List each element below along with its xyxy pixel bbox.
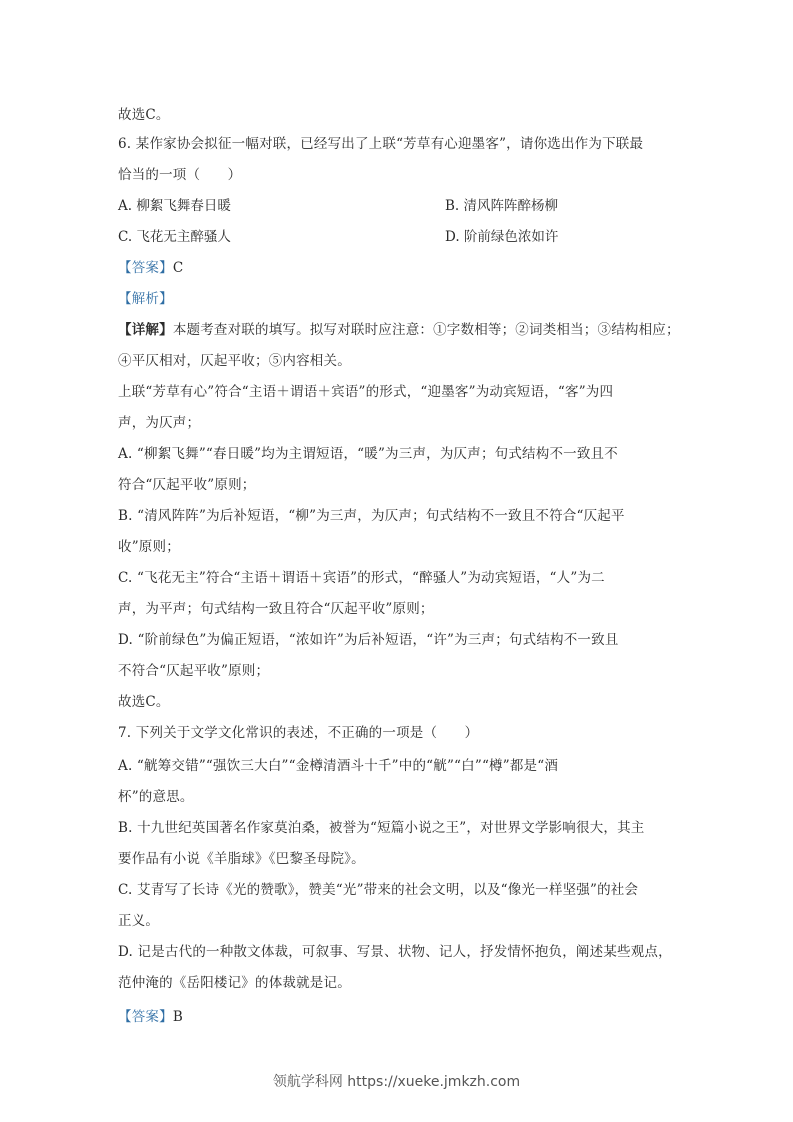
analysis-tag (118, 290, 173, 308)
para: 声，为仄声； (118, 415, 201, 431)
answer-tag: 【答案】 (118, 1009, 173, 1025)
detail-tag: 【详解】 (118, 322, 173, 338)
q7-option-b: B. 十九世纪英国著名作家莫泊桑，被誉为“短篇小说之王”，对世界文学影响很大，其主 (118, 820, 645, 836)
q7-option-c-cont: 正义。 (118, 913, 160, 929)
answer-line (118, 259, 183, 277)
para: 声，为平声；句式结构一致且符合“仄起平收”原则； (118, 601, 434, 617)
para: C. “飞花无主”符合“主语＋谓语＋宾语”的形式，“醉骚人”为动宾短语，“人”为二 (118, 570, 605, 586)
answer-tag: 【答案】 (118, 260, 173, 276)
conclusion: 故选C。 (118, 694, 170, 710)
answer-line-7 (118, 1008, 183, 1026)
analysis-label: 【解析】 (118, 291, 173, 307)
q7-option-d-cont: 范仲淹的《岳阳楼记》的体裁就是记。 (118, 975, 351, 991)
answer-value: C (172, 260, 184, 276)
option-b: B. 清风阵阵醉杨柳 (445, 198, 559, 214)
text-line: 故选C。 (118, 107, 170, 123)
option-d: D. 阶前绿色浓如许 (445, 229, 559, 245)
para: 不符合“仄起平收”原则； (118, 663, 270, 679)
q7-option-a: A. “觥筹交错”“强饮三大白”“金樽清酒斗十千”中的“觥”“白”“樽”都是“酒 (118, 758, 559, 774)
para: 符合“仄起平收”原则； (118, 477, 256, 493)
para: B. “清风阵阵”为后补短语，“柳”为三声，为仄声；句式结构不一致且不符合“仄起平 (118, 508, 625, 524)
detail-line-2: ④平仄相对，仄起平收；⑤内容相关。 (118, 353, 351, 369)
detail-line (118, 321, 680, 339)
footer-watermark: 领航学科网 https://xueke.jmkzh.com (272, 1074, 521, 1090)
q7-option-b-cont: 要作品有小说《羊脂球》《巴黎圣母院》。 (118, 851, 365, 867)
q7-option-a-cont: 杯”的意思。 (118, 789, 194, 805)
para: D. “阶前绿色”为偏正短语，“浓如许”为后补短语，“许”为三声；句式结构不一致且 (118, 632, 619, 648)
question-6-stem-cont: 恰当的一项（ ） (118, 167, 242, 183)
answer-value: B (172, 1009, 183, 1025)
question-6-stem: 6. 某作家协会拟征一幅对联，已经写出了上联“芳草有心迎墨客”，请你选出作为下联最 (118, 136, 644, 152)
option-c: C. 飞花无主醉骚人 (118, 229, 231, 245)
question-7-stem: 7. 下列关于文学文化常识的表述，不正确的一项是（ ） (118, 725, 479, 741)
para: 上联“芳草有心”符合“主语＋谓语＋宾语”的形式，“迎墨客”为动宾短语，“客”为四 (118, 384, 614, 400)
para: A. “柳絮飞舞”“春日暖”均为主谓短语，“暖”为三声，为仄声；句式结构不一致且不 (118, 446, 618, 462)
option-a: A. 柳絮飞舞春日暖 (118, 198, 231, 214)
q7-option-c: C. 艾青写了长诗《光的赞歌》，赞美“光”带来的社会文明，以及“像光一样坚强”的社会 (118, 882, 639, 898)
q7-option-d: D. 记是古代的一种散文体裁，可叙事、写景、状物、记人，抒发情怀抱负，阐述某些观点， (118, 944, 672, 960)
para: 收”原则； (118, 539, 180, 555)
detail-text: 本题考查对联的填写。拟写对联时应注意：①字数相等；②词类相当；③结构相应； (172, 322, 680, 338)
